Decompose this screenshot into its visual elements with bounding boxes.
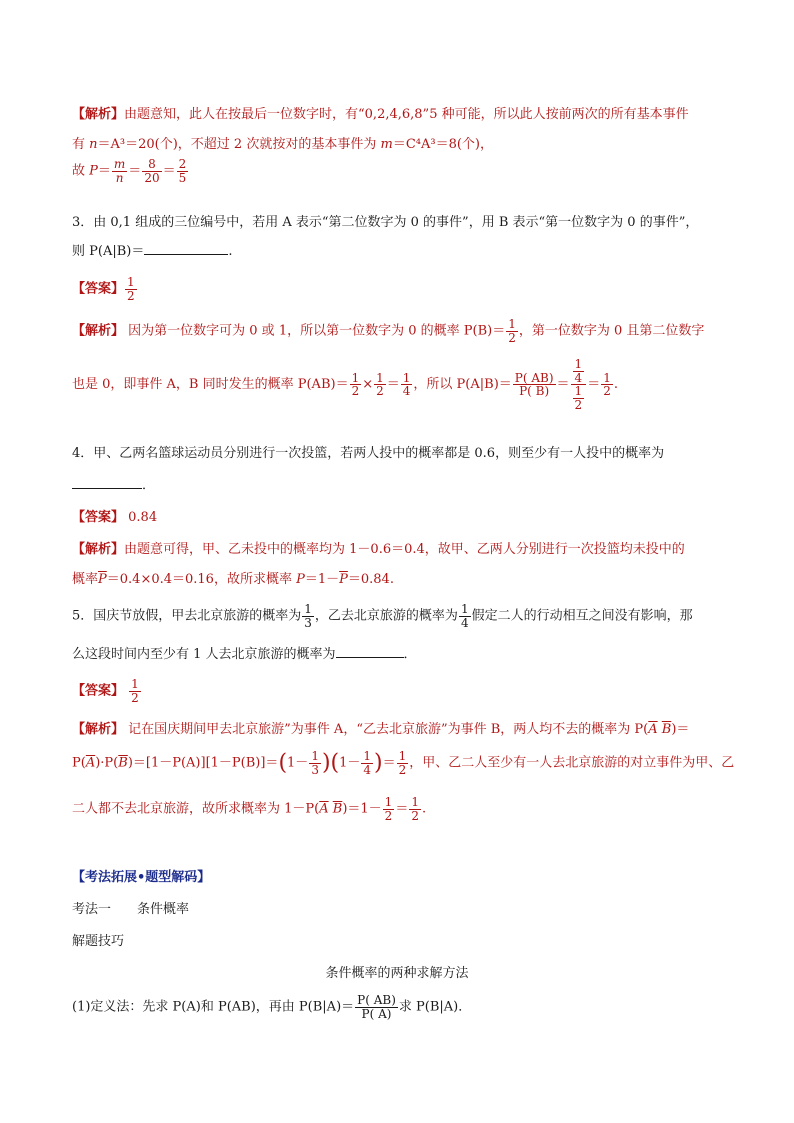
q2-solution-line3: 故 P＝ $\frac{m}{n}$ ＝ $\frac{8}{20}$ ＝ $\frac{2}{5}$ bbox=[72, 157, 187, 185]
q3-answer bbox=[72, 276, 138, 302]
q4-solution-line1: 【解析】由题意可得，甲、乙未投中的概率均为 1－0.6＝0.4，故甲、乙两人分别进行一次投篮均未投中的 bbox=[72, 542, 685, 557]
q3-stem-line2: 则 P(A|B)＝ . bbox=[72, 244, 233, 259]
fraction-2-over-5: $\frac{2}{5}$ bbox=[178, 157, 187, 185]
section-heading: 【考法拓展•题型解码】 bbox=[72, 870, 211, 885]
q5-solution-line3: 二人都不去北京旅游，故所求概率为 $1-P(\overline{A}$ $\overline{B})=1-$ $\frac{1}{2}$ ＝ $\frac{1}{2}$ . bbox=[72, 795, 427, 823]
answer-blank bbox=[144, 242, 228, 255]
q5-stem-line2: 么这段时间内至少有 1 人去北京旅游的概率为 ． bbox=[72, 647, 417, 662]
q5-stem-line1: 5．国庆节放假，甲去北京旅游的概率为 $\frac{1}{3}$ ，乙去北京旅游的概率为 $\frac{1}{4}$ 假定二人的行动相互之间没有影响，那 bbox=[72, 602, 693, 630]
q5-answer bbox=[72, 678, 142, 704]
q3-solution-line1: 【解析】 因为第一位数字可为 0 或 1，所以第一位数字为 0 的概率 P(B)＝ $\frac{1}{2}$ ，第一位数字为 0 且第二位数字 bbox=[72, 317, 705, 345]
q3-solution-line2: 也是 0，即事件 A，B 同时发生的概率 P(AB)＝ $\frac{1}{2}$ × $\frac{1}{2}$ ＝ $\frac{1}{4}$ ，所以 P(A|B)＝ $\frac{P( AB)}{P( B)}$ ＝ $\frac{\frac{1}{4}}{\frac{1}{2}}$ ＝ $\frac{1}{2}$ . bbox=[72, 357, 618, 412]
q3-stem-line1: 3．由 0,1 组成的三位编号中，若用 A 表示“第二位数字为 0 的事件”，用 B 表示“第一位数字为 0 的事件”， bbox=[72, 215, 699, 230]
skill-label: 解题技巧 bbox=[72, 934, 125, 949]
fraction-8-over-20: $\frac{8}{20}$ bbox=[144, 157, 160, 185]
answer-blank bbox=[72, 476, 142, 489]
compound-fraction: $\frac{\frac{1}{4}}{\frac{1}{2}}$ bbox=[571, 358, 587, 411]
q4-stem-line2: ． bbox=[72, 474, 155, 493]
answer-fraction: $\frac{1}{2}$ bbox=[127, 275, 135, 303]
q2-solution-line1: 【解析】由题意知，此人在按最后一位数字时，有“0,2,4,6,8”5 种可能，所以此人按前两次的所有基本事件 bbox=[72, 107, 689, 122]
solution-tag: 【解析】 bbox=[72, 722, 125, 737]
fraction-m-over-n: $\frac{m}{n}$ bbox=[113, 157, 126, 185]
solution-tag: 【解析】 bbox=[72, 323, 125, 339]
q4-answer: 【答案】 0.84 bbox=[72, 510, 158, 525]
fraction-pab-over-pb: $\frac{P( AB)}{P( B)}$ bbox=[514, 370, 554, 399]
solution-tag: 【解析】 bbox=[72, 542, 125, 557]
q4-stem-line1: 4．甲、乙两名篮球运动员分别进行一次投篮，若两人投中的概率都是 0.6，则至少有一人投中的概率为 bbox=[72, 446, 665, 461]
answer-tag: 【答案】 bbox=[72, 683, 125, 699]
answer-fraction: $\frac{1}{2}$ bbox=[131, 677, 139, 705]
method-title: 考法一 条件概率 bbox=[72, 902, 190, 917]
fraction-pab-over-pa: $\frac{P( AB)}{P( A)}$ bbox=[357, 993, 396, 1021]
q5-solution-line1: 【解析】 记在国庆期间甲去北京旅游”为事件 A，“乙去北京旅游”为事件 B，两人均不去的概率为 $P(\overline{A}$ $\overline{B})=$ bbox=[72, 722, 690, 737]
answer-tag: 【答案】 bbox=[72, 281, 125, 297]
q5-solution-line2: $P(\overline{A})\cdot P(\overline{B})=[1-P(A)][1-P(B)]=(1-$ $\frac{1}{3}$ )(1－ $\frac{1}{4}$ )＝ $\frac{1}{2}$ ，甲、乙二人至少有一人去北京旅游的对立事件为甲、乙 bbox=[72, 749, 735, 777]
q2-solution-line2: 有 n＝A³＝20(个)，不超过 2 次就按对的基本事件为 m＝C⁴A³＝8(个)， bbox=[72, 137, 493, 152]
answer-blank bbox=[336, 645, 404, 658]
solution-tag: 【解析】 bbox=[72, 107, 125, 122]
q4-solution-line2: 概率$\overline{P}=0.4\times 0.4=0.16$，故所求概率 $P=1-\overline{P}=0.84$. bbox=[72, 572, 394, 587]
definition-method: (1)定义法：先求 P(A)和 P(AB)，再由 P(B|A)＝ $\frac{P( AB)}{P( A)}$ 求 P(B|A)． bbox=[72, 993, 472, 1021]
answer-tag: 【答案】 bbox=[72, 510, 125, 525]
method-heading: 条件概率的两种求解方法 bbox=[325, 966, 469, 981]
